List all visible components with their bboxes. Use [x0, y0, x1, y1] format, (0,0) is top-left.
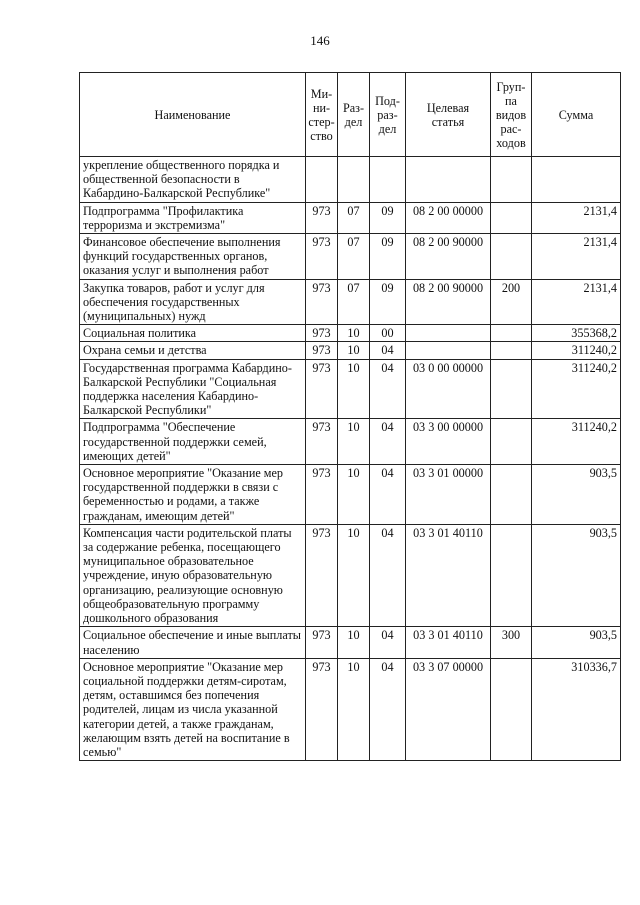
- table-row: [80, 465, 621, 525]
- cell-expense-group: [491, 325, 532, 342]
- cell-section: 07: [338, 279, 370, 325]
- table-row: [80, 202, 621, 233]
- cell-section: 10: [338, 325, 370, 342]
- cell-expense-group: 300: [491, 627, 532, 658]
- header-row: [80, 73, 621, 157]
- cell-expense-group: [491, 359, 532, 419]
- cell-target-article: [406, 157, 491, 203]
- cell-sum: 2131,4: [532, 279, 621, 325]
- header-name: Наименование: [80, 73, 306, 157]
- cell-section: 10: [338, 359, 370, 419]
- cell-ministry: 973: [306, 325, 338, 342]
- table-row: [80, 359, 621, 419]
- cell-name: Подпрограмма "Обеспечение государственной поддержки семей, имеющих детей": [80, 419, 306, 465]
- cell-ministry: 973: [306, 342, 338, 359]
- table-row: [80, 325, 621, 342]
- cell-name: Основное мероприятие "Оказание мер социальной поддержки детям-сиротам, детям, оставшимся без попечения родителей, лицам из числа указанной категории детей, а также гражданам, желающим взять детей на воспитание в семью": [80, 658, 306, 760]
- cell-sum: 311240,2: [532, 342, 621, 359]
- cell-sum: 903,5: [532, 524, 621, 626]
- cell-name: Государственная программа Кабардино-Балкарской Республики "Социальная поддержка населения Кабардино-Балкарской Республики": [80, 359, 306, 419]
- cell-ministry: 973: [306, 419, 338, 465]
- cell-sum: 355368,2: [532, 325, 621, 342]
- cell-ministry: 973: [306, 524, 338, 626]
- page-number: 146: [310, 33, 330, 48]
- table-row: [80, 342, 621, 359]
- cell-target-article: [406, 342, 491, 359]
- cell-name: Социальная политика: [80, 325, 306, 342]
- cell-ministry: 973: [306, 658, 338, 760]
- cell-name: Закупка товаров, работ и услуг для обеспечения государственных (муниципальных) нужд: [80, 279, 306, 325]
- cell-section: 07: [338, 202, 370, 233]
- table-row: [80, 279, 621, 325]
- cell-subsection: 04: [370, 342, 406, 359]
- cell-subsection: 00: [370, 325, 406, 342]
- cell-expense-group: [491, 524, 532, 626]
- cell-expense-group: [491, 234, 532, 280]
- cell-ministry: [306, 157, 338, 203]
- cell-sum: 311240,2: [532, 419, 621, 465]
- cell-section: 10: [338, 627, 370, 658]
- cell-expense-group: [491, 419, 532, 465]
- cell-ministry: 973: [306, 359, 338, 419]
- cell-section: 10: [338, 419, 370, 465]
- table-row: [80, 524, 621, 626]
- table-row: [80, 419, 621, 465]
- cell-section: 07: [338, 234, 370, 280]
- cell-subsection: 04: [370, 658, 406, 760]
- cell-expense-group: [491, 342, 532, 359]
- cell-subsection: [370, 157, 406, 203]
- cell-name: Социальное обеспечение и иные выплаты населению: [80, 627, 306, 658]
- cell-sum: 310336,7: [532, 658, 621, 760]
- cell-expense-group: [491, 658, 532, 760]
- cell-expense-group: [491, 202, 532, 233]
- cell-name: Компенсация части родительской платы за содержание ребенка, посещающего муниципальное образовательное учреждение, иную образовательную организацию, реализующие основную общеобразовательную программу дошкольного образования: [80, 524, 306, 626]
- cell-subsection: 09: [370, 202, 406, 233]
- cell-section: [338, 157, 370, 203]
- cell-subsection: 04: [370, 524, 406, 626]
- cell-sum: 903,5: [532, 465, 621, 525]
- budget-table: [79, 72, 621, 761]
- cell-subsection: 04: [370, 359, 406, 419]
- cell-expense-group: 200: [491, 279, 532, 325]
- cell-target-article: 03 3 01 40110: [406, 524, 491, 626]
- cell-subsection: 09: [370, 279, 406, 325]
- header-ministry: Ми- ни- стер- ство: [306, 73, 338, 157]
- cell-ministry: 973: [306, 234, 338, 280]
- cell-target-article: 08 2 00 00000: [406, 202, 491, 233]
- cell-section: 10: [338, 342, 370, 359]
- cell-target-article: 03 3 01 00000: [406, 465, 491, 525]
- cell-name: укрепление общественного порядка и общественной безопасности в Кабардино-Балкарской Республике": [80, 157, 306, 203]
- cell-name: Подпрограмма "Профилактика терроризма и экстремизма": [80, 202, 306, 233]
- cell-subsection: 09: [370, 234, 406, 280]
- cell-ministry: 973: [306, 465, 338, 525]
- cell-target-article: 03 3 00 00000: [406, 419, 491, 465]
- cell-sum: 2131,4: [532, 234, 621, 280]
- cell-target-article: 03 0 00 00000: [406, 359, 491, 419]
- cell-target-article: 08 2 00 90000: [406, 234, 491, 280]
- cell-expense-group: [491, 157, 532, 203]
- cell-section: 10: [338, 658, 370, 760]
- header-target-article: Целевая статья: [406, 73, 491, 157]
- cell-sum: 903,5: [532, 627, 621, 658]
- cell-section: 10: [338, 465, 370, 525]
- cell-target-article: 03 3 07 00000: [406, 658, 491, 760]
- cell-subsection: 04: [370, 627, 406, 658]
- cell-ministry: 973: [306, 202, 338, 233]
- cell-name: Охрана семьи и детства: [80, 342, 306, 359]
- header-subsection: Под- раз- дел: [370, 73, 406, 157]
- cell-subsection: 04: [370, 419, 406, 465]
- cell-sum: 311240,2: [532, 359, 621, 419]
- cell-name: Основное мероприятие "Оказание мер государственной поддержки в связи с беременностью и родами, а также гражданам, имеющим детей": [80, 465, 306, 525]
- cell-sum: 2131,4: [532, 202, 621, 233]
- cell-target-article: 03 3 01 40110: [406, 627, 491, 658]
- cell-target-article: [406, 325, 491, 342]
- cell-ministry: 973: [306, 279, 338, 325]
- table-row: [80, 627, 621, 658]
- table-row: [80, 658, 621, 760]
- header-section: Раз- дел: [338, 73, 370, 157]
- table-row: [80, 157, 621, 203]
- header-expense-group: Груп- па видов рас- ходов: [491, 73, 532, 157]
- cell-sum: [532, 157, 621, 203]
- cell-target-article: 08 2 00 90000: [406, 279, 491, 325]
- cell-expense-group: [491, 465, 532, 525]
- table-row: [80, 234, 621, 280]
- cell-subsection: 04: [370, 465, 406, 525]
- cell-name: Финансовое обеспечение выполнения функций государственных органов, оказания услуг и выполнения работ: [80, 234, 306, 280]
- cell-section: 10: [338, 524, 370, 626]
- header-sum: Сумма: [532, 73, 621, 157]
- cell-ministry: 973: [306, 627, 338, 658]
